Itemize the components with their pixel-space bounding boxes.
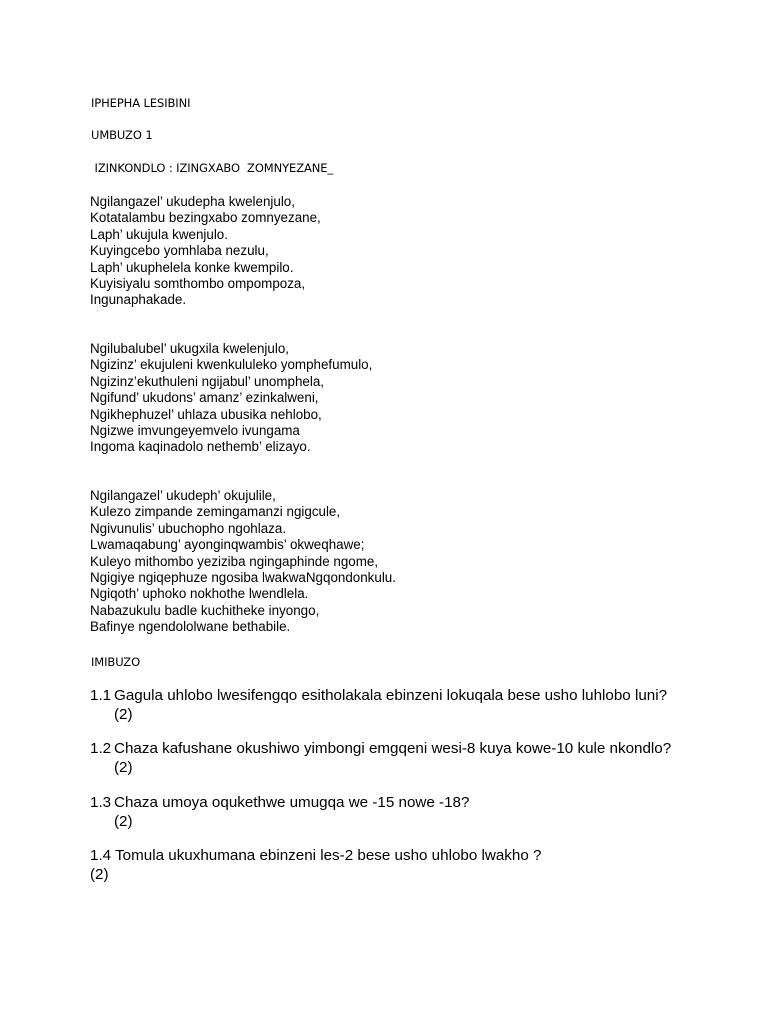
poem-line: Laph’ ukuphelela konke kwempilo.: [90, 259, 294, 275]
poem-line: Ngilubalubel’ ukugxila kwelenjulo,: [90, 341, 289, 356]
paper-title: IPHEPHA LESIBINI: [91, 96, 191, 110]
poem-stanza-1: [90, 194, 321, 309]
poem-line: Lwamaqabung’ ayonginqwambis’ okweqhawe;: [90, 537, 365, 553]
question-marks: (2): [114, 705, 133, 723]
poem-line: Ingoma kaqinadolo nethemb’ elizayo.: [90, 439, 311, 455]
question-text: Gagula uhlobo lwesifengqo esitholakala ebinzeni lokuqala bese usho luhlobo luni?: [114, 687, 668, 704]
question-text: Chaza kafushane okushiwo yimbongi emgqeni wesi-8 kuya kowe-10 kule nkondlo?: [114, 740, 672, 757]
poem-line: Kulezo zimpande zemingamanzi ngigcule,: [90, 504, 341, 520]
question-text: Tomula ukuxhumana ebinzeni les-2 bese usho uhlobo lwakho ?: [115, 847, 542, 864]
question-number: 1.4: [90, 847, 112, 864]
question-heading: UMBUZO 1: [91, 128, 153, 142]
poem-line: Ngilangazel’ ukudepha kwelenjulo,: [90, 194, 295, 209]
poem-stanza-3: [90, 488, 396, 636]
question-number: 1.3: [90, 794, 112, 811]
poem-line: Ngivunulis’ ubuchopho ngohlaza.: [90, 520, 287, 536]
poem-line: Ngiqoth’ uphoko nokhothe lwendlela.: [90, 586, 309, 602]
poem-line: Kotatalambu bezingxabo zomnyezane,: [90, 210, 321, 226]
question-1-2: [90, 740, 690, 777]
poem-line: Ingunaphakade.: [90, 292, 187, 308]
poem-line: Ngifund’ ukudons’ amanz’ ezinkalweni,: [90, 390, 319, 406]
question-1-4: [90, 847, 690, 884]
poem-line: Ngizinz’ ekujuleni kwenkululeko yomphefumulo,: [90, 357, 373, 373]
questions-heading: IMIBUZO: [91, 655, 141, 669]
poem-line: Ngikhephuzel’ uhlaza ubusika nehlobo,: [90, 406, 322, 422]
poem-line: Bafinye ngendololwane bethabile.: [90, 619, 291, 635]
poem-line: Kuyisiyalu somthombo ompompoza,: [90, 276, 306, 292]
poem-stanza-2: [90, 341, 372, 456]
question-marks: (2): [90, 865, 109, 883]
poem-line: Nabazukulu badle kuchitheke inyongo,: [90, 602, 320, 618]
poem-line: Kuyingcebo yomhlaba nezulu,: [90, 243, 269, 259]
poem-line: Ngigiye ngiqephuze ngosiba lwakwaNgqondonkulu.: [90, 570, 396, 586]
poem-line: Ngilangazel’ ukudeph’ okujulile,: [90, 488, 276, 503]
question-1-1: [90, 687, 690, 724]
question-text: Chaza umoya oqukethwe umugqa we -15 nowe -18?: [114, 794, 470, 811]
poem-line: Kuleyo mithombo yeziziba ngingaphinde ngome,: [90, 553, 379, 569]
poem-line: Ngizwe imvungeyemvelo ivungama: [90, 423, 300, 439]
question-marks: (2): [114, 812, 133, 830]
question-number: 1.2: [90, 740, 112, 757]
question-1-3: [90, 794, 690, 831]
poem-line: Ngizinz’ekuthuleni ngijabul’ unomphela,: [90, 373, 324, 389]
question-marks: (2): [114, 758, 133, 776]
poem-heading: IZINKONDLO : IZINGXABO ZOMNYEZANE_: [91, 161, 334, 175]
poem-line: Laph’ ukujula kwenjulo.: [90, 226, 228, 242]
question-number: 1.1: [90, 687, 112, 704]
